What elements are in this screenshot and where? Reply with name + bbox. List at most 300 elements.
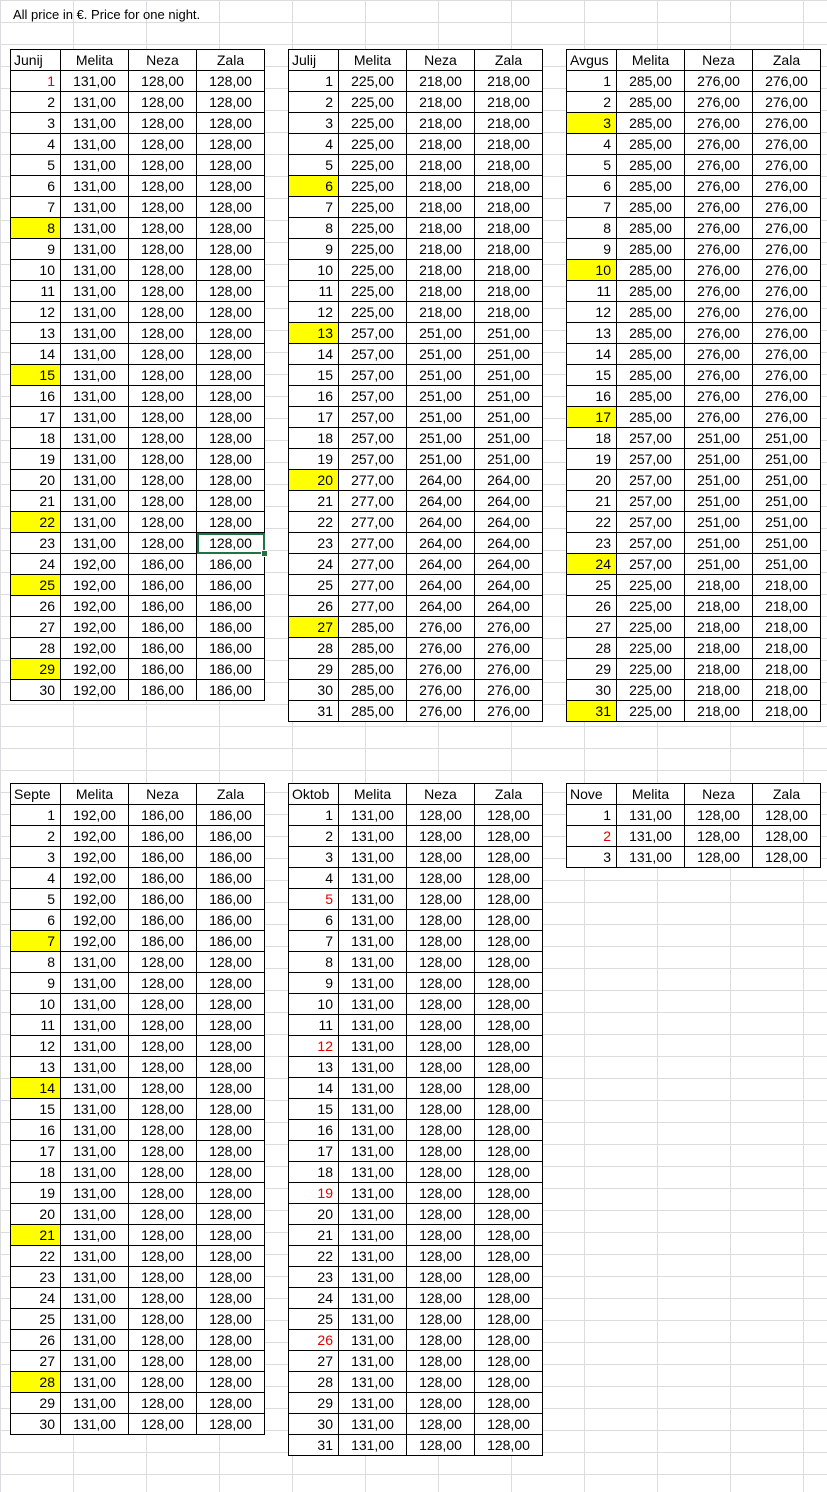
neza-price-cell[interactable]: 128,00 (129, 428, 197, 449)
neza-price-cell[interactable]: 276,00 (685, 365, 753, 386)
neza-price-cell[interactable]: 276,00 (685, 260, 753, 281)
neza-price-cell[interactable]: 186,00 (129, 847, 197, 868)
melita-price-cell[interactable]: 257,00 (617, 470, 685, 491)
day-cell[interactable]: 17 (11, 407, 61, 428)
melita-price-cell[interactable]: 131,00 (339, 1246, 407, 1267)
day-cell[interactable]: 19 (11, 1183, 61, 1204)
neza-price-cell[interactable]: 251,00 (407, 386, 475, 407)
melita-price-cell[interactable]: 131,00 (61, 1162, 129, 1183)
zala-price-cell[interactable]: 128,00 (197, 113, 265, 134)
neza-price-cell[interactable]: 186,00 (129, 868, 197, 889)
zala-price-cell[interactable]: 128,00 (475, 889, 543, 910)
neza-price-cell[interactable]: 128,00 (685, 847, 753, 868)
day-cell[interactable]: 6 (567, 176, 617, 197)
neza-price-cell[interactable]: 128,00 (129, 92, 197, 113)
neza-price-cell[interactable]: 251,00 (407, 344, 475, 365)
zala-price-cell[interactable]: 218,00 (475, 239, 543, 260)
zala-price-cell[interactable]: 128,00 (475, 1435, 543, 1456)
neza-price-cell[interactable]: 186,00 (129, 617, 197, 638)
melita-price-cell[interactable]: 131,00 (339, 1414, 407, 1435)
neza-price-cell[interactable]: 128,00 (129, 1309, 197, 1330)
melita-price-cell[interactable]: 225,00 (617, 659, 685, 680)
neza-price-cell[interactable]: 186,00 (129, 554, 197, 575)
neza-price-cell[interactable]: 128,00 (407, 826, 475, 847)
neza-price-cell[interactable]: 128,00 (129, 1057, 197, 1078)
day-cell[interactable]: 3 (567, 847, 617, 868)
neza-price-cell[interactable]: 128,00 (129, 113, 197, 134)
melita-price-cell[interactable]: 192,00 (61, 596, 129, 617)
neza-price-cell[interactable]: 276,00 (685, 176, 753, 197)
zala-price-cell[interactable]: 276,00 (753, 365, 821, 386)
month-header[interactable]: Septe (11, 784, 61, 805)
neza-price-cell[interactable]: 218,00 (407, 155, 475, 176)
melita-price-cell[interactable]: 131,00 (61, 71, 129, 92)
neza-price-cell[interactable]: 128,00 (129, 512, 197, 533)
day-cell[interactable]: 26 (11, 1330, 61, 1351)
zala-price-cell[interactable]: 218,00 (753, 701, 821, 722)
day-cell[interactable]: 17 (567, 407, 617, 428)
neza-price-cell[interactable]: 128,00 (129, 1393, 197, 1414)
neza-price-cell[interactable]: 128,00 (407, 1330, 475, 1351)
month-header[interactable]: Avgus (567, 50, 617, 71)
neza-price-cell[interactable]: 128,00 (129, 470, 197, 491)
melita-price-cell[interactable]: 285,00 (617, 155, 685, 176)
day-cell[interactable]: 2 (567, 826, 617, 847)
zala-price-cell[interactable]: 128,00 (197, 1309, 265, 1330)
day-cell[interactable]: 26 (289, 596, 339, 617)
melita-price-cell[interactable]: 285,00 (339, 701, 407, 722)
melita-price-cell[interactable]: 192,00 (61, 805, 129, 826)
neza-price-cell[interactable]: 128,00 (407, 1288, 475, 1309)
melita-price-cell[interactable]: 131,00 (61, 302, 129, 323)
day-cell[interactable]: 10 (567, 260, 617, 281)
melita-price-cell[interactable]: 131,00 (339, 1309, 407, 1330)
melita-price-cell[interactable]: 131,00 (61, 1288, 129, 1309)
neza-price-cell[interactable]: 218,00 (685, 659, 753, 680)
day-cell[interactable]: 26 (11, 596, 61, 617)
day-cell[interactable]: 22 (289, 1246, 339, 1267)
neza-price-cell[interactable]: 218,00 (407, 176, 475, 197)
day-cell[interactable]: 3 (567, 113, 617, 134)
melita-price-cell[interactable]: 131,00 (339, 1435, 407, 1456)
day-cell[interactable]: 5 (11, 889, 61, 910)
zala-price-cell[interactable]: 128,00 (197, 1414, 265, 1435)
day-cell[interactable]: 9 (289, 973, 339, 994)
zala-price-cell[interactable]: 128,00 (197, 1183, 265, 1204)
neza-price-cell[interactable]: 128,00 (129, 952, 197, 973)
day-cell[interactable]: 25 (11, 575, 61, 596)
melita-price-cell[interactable]: 131,00 (61, 197, 129, 218)
month-header[interactable]: Junij (11, 50, 61, 71)
zala-price-cell[interactable]: 251,00 (475, 344, 543, 365)
neza-price-cell[interactable]: 276,00 (685, 134, 753, 155)
day-cell[interactable]: 26 (567, 596, 617, 617)
zala-price-cell[interactable]: 128,00 (475, 1225, 543, 1246)
neza-price-cell[interactable]: 251,00 (685, 491, 753, 512)
melita-price-cell[interactable]: 257,00 (617, 554, 685, 575)
melita-price-cell[interactable]: 257,00 (339, 386, 407, 407)
day-cell[interactable]: 13 (11, 323, 61, 344)
neza-price-cell[interactable]: 276,00 (685, 155, 753, 176)
zala-header[interactable]: Zala (197, 50, 265, 71)
melita-price-cell[interactable]: 131,00 (339, 1057, 407, 1078)
melita-price-cell[interactable]: 131,00 (339, 847, 407, 868)
melita-price-cell[interactable]: 285,00 (617, 260, 685, 281)
melita-price-cell[interactable]: 131,00 (61, 1099, 129, 1120)
neza-price-cell[interactable]: 186,00 (129, 826, 197, 847)
neza-price-cell[interactable]: 128,00 (129, 176, 197, 197)
zala-price-cell[interactable]: 186,00 (197, 931, 265, 952)
zala-header[interactable]: Zala (197, 784, 265, 805)
day-cell[interactable]: 21 (11, 491, 61, 512)
melita-price-cell[interactable]: 131,00 (61, 281, 129, 302)
zala-price-cell[interactable]: 186,00 (197, 826, 265, 847)
melita-price-cell[interactable]: 131,00 (61, 155, 129, 176)
neza-price-cell[interactable]: 128,00 (129, 1330, 197, 1351)
neza-price-cell[interactable]: 251,00 (685, 470, 753, 491)
day-cell[interactable]: 24 (11, 554, 61, 575)
melita-price-cell[interactable]: 225,00 (339, 155, 407, 176)
zala-price-cell[interactable]: 264,00 (475, 596, 543, 617)
melita-price-cell[interactable]: 131,00 (61, 365, 129, 386)
day-cell[interactable]: 4 (567, 134, 617, 155)
melita-price-cell[interactable]: 257,00 (339, 344, 407, 365)
zala-price-cell[interactable]: 128,00 (197, 1393, 265, 1414)
melita-price-cell[interactable]: 225,00 (339, 239, 407, 260)
day-cell[interactable]: 4 (289, 134, 339, 155)
melita-price-cell[interactable]: 131,00 (339, 910, 407, 931)
day-cell[interactable]: 31 (289, 701, 339, 722)
neza-price-cell[interactable]: 128,00 (407, 1015, 475, 1036)
day-cell[interactable]: 19 (289, 449, 339, 470)
melita-price-cell[interactable]: 192,00 (61, 638, 129, 659)
melita-price-cell[interactable]: 277,00 (339, 596, 407, 617)
day-cell[interactable]: 9 (11, 973, 61, 994)
neza-price-cell[interactable]: 264,00 (407, 512, 475, 533)
neza-price-cell[interactable]: 264,00 (407, 554, 475, 575)
zala-price-cell[interactable]: 128,00 (475, 1162, 543, 1183)
day-cell[interactable]: 26 (289, 1330, 339, 1351)
neza-price-cell[interactable]: 186,00 (129, 596, 197, 617)
day-cell[interactable]: 30 (11, 1414, 61, 1435)
zala-price-cell[interactable]: 186,00 (197, 638, 265, 659)
day-cell[interactable]: 16 (289, 386, 339, 407)
zala-price-cell[interactable]: 276,00 (753, 92, 821, 113)
day-cell[interactable]: 8 (11, 218, 61, 239)
neza-price-cell[interactable]: 251,00 (407, 323, 475, 344)
zala-price-cell[interactable]: 128,00 (197, 155, 265, 176)
month-header[interactable]: Nove (567, 784, 617, 805)
melita-price-cell[interactable]: 131,00 (339, 1141, 407, 1162)
day-cell[interactable]: 12 (11, 302, 61, 323)
melita-price-cell[interactable]: 257,00 (617, 428, 685, 449)
melita-price-cell[interactable]: 131,00 (61, 1225, 129, 1246)
day-cell[interactable]: 27 (11, 617, 61, 638)
day-cell[interactable]: 31 (567, 701, 617, 722)
day-cell[interactable]: 8 (289, 952, 339, 973)
neza-price-cell[interactable]: 218,00 (407, 281, 475, 302)
neza-price-cell[interactable]: 218,00 (407, 134, 475, 155)
zala-price-cell[interactable]: 264,00 (475, 575, 543, 596)
day-cell[interactable]: 16 (567, 386, 617, 407)
day-cell[interactable]: 28 (289, 638, 339, 659)
zala-price-cell[interactable]: 264,00 (475, 491, 543, 512)
zala-price-cell[interactable]: 128,00 (475, 1078, 543, 1099)
melita-price-cell[interactable]: 131,00 (61, 176, 129, 197)
melita-price-cell[interactable]: 257,00 (339, 323, 407, 344)
melita-price-cell[interactable]: 277,00 (339, 512, 407, 533)
day-cell[interactable]: 19 (289, 1183, 339, 1204)
day-cell[interactable]: 12 (289, 1036, 339, 1057)
melita-price-cell[interactable]: 131,00 (617, 805, 685, 826)
day-cell[interactable]: 23 (11, 533, 61, 554)
zala-price-cell[interactable]: 276,00 (753, 323, 821, 344)
melita-price-cell[interactable]: 225,00 (617, 617, 685, 638)
neza-price-cell[interactable]: 128,00 (407, 973, 475, 994)
melita-price-cell[interactable]: 257,00 (339, 365, 407, 386)
zala-price-cell[interactable]: 251,00 (753, 470, 821, 491)
zala-price-cell[interactable]: 128,00 (197, 1036, 265, 1057)
neza-price-cell[interactable]: 128,00 (129, 973, 197, 994)
neza-price-cell[interactable]: 264,00 (407, 533, 475, 554)
melita-price-cell[interactable]: 225,00 (339, 260, 407, 281)
melita-price-cell[interactable]: 257,00 (339, 428, 407, 449)
neza-price-cell[interactable]: 128,00 (407, 1372, 475, 1393)
zala-price-cell[interactable]: 276,00 (753, 386, 821, 407)
day-cell[interactable]: 31 (289, 1435, 339, 1456)
day-cell[interactable]: 8 (567, 218, 617, 239)
zala-price-cell[interactable]: 218,00 (475, 155, 543, 176)
day-cell[interactable]: 11 (289, 1015, 339, 1036)
melita-price-cell[interactable]: 131,00 (339, 931, 407, 952)
neza-price-cell[interactable]: 276,00 (685, 218, 753, 239)
melita-price-cell[interactable]: 131,00 (61, 92, 129, 113)
zala-price-cell[interactable]: 186,00 (197, 910, 265, 931)
melita-price-cell[interactable]: 192,00 (61, 617, 129, 638)
neza-price-cell[interactable]: 128,00 (129, 155, 197, 176)
neza-price-cell[interactable]: 276,00 (685, 407, 753, 428)
zala-price-cell[interactable]: 128,00 (475, 847, 543, 868)
day-cell[interactable]: 6 (289, 176, 339, 197)
day-cell[interactable]: 22 (11, 1246, 61, 1267)
melita-price-cell[interactable]: 131,00 (339, 1183, 407, 1204)
day-cell[interactable]: 17 (289, 1141, 339, 1162)
melita-price-cell[interactable]: 131,00 (61, 449, 129, 470)
zala-price-cell[interactable]: 276,00 (753, 155, 821, 176)
melita-price-cell[interactable]: 131,00 (339, 1015, 407, 1036)
melita-price-cell[interactable]: 131,00 (61, 1372, 129, 1393)
zala-price-cell[interactable]: 276,00 (753, 71, 821, 92)
zala-price-cell[interactable]: 128,00 (475, 1099, 543, 1120)
zala-price-cell[interactable]: 128,00 (197, 1078, 265, 1099)
day-cell[interactable]: 2 (11, 92, 61, 113)
zala-price-cell[interactable]: 186,00 (197, 847, 265, 868)
melita-price-cell[interactable]: 131,00 (339, 868, 407, 889)
neza-price-cell[interactable]: 128,00 (129, 1288, 197, 1309)
zala-price-cell[interactable]: 128,00 (197, 281, 265, 302)
neza-price-cell[interactable]: 276,00 (407, 638, 475, 659)
day-cell[interactable]: 18 (567, 428, 617, 449)
day-cell[interactable]: 20 (289, 1204, 339, 1225)
zala-price-cell[interactable]: 128,00 (753, 826, 821, 847)
neza-price-cell[interactable]: 128,00 (129, 218, 197, 239)
day-cell[interactable]: 13 (289, 323, 339, 344)
melita-price-cell[interactable]: 225,00 (617, 596, 685, 617)
day-cell[interactable]: 18 (11, 428, 61, 449)
day-cell[interactable]: 18 (11, 1162, 61, 1183)
melita-price-cell[interactable]: 225,00 (339, 302, 407, 323)
day-cell[interactable]: 2 (289, 826, 339, 847)
zala-price-cell[interactable]: 128,00 (197, 952, 265, 973)
neza-price-cell[interactable]: 128,00 (129, 134, 197, 155)
day-cell[interactable]: 1 (11, 805, 61, 826)
day-cell[interactable]: 28 (11, 638, 61, 659)
neza-price-cell[interactable]: 128,00 (129, 323, 197, 344)
day-cell[interactable]: 6 (11, 176, 61, 197)
neza-price-cell[interactable]: 128,00 (129, 365, 197, 386)
zala-price-cell[interactable]: 128,00 (197, 470, 265, 491)
day-cell[interactable]: 13 (289, 1057, 339, 1078)
day-cell[interactable]: 12 (567, 302, 617, 323)
day-cell[interactable]: 29 (11, 1393, 61, 1414)
day-cell[interactable]: 21 (289, 1225, 339, 1246)
zala-price-cell[interactable]: 128,00 (197, 428, 265, 449)
neza-price-cell[interactable]: 128,00 (129, 386, 197, 407)
melita-price-cell[interactable]: 131,00 (339, 1078, 407, 1099)
neza-price-cell[interactable]: 128,00 (129, 260, 197, 281)
melita-price-cell[interactable]: 285,00 (339, 680, 407, 701)
day-cell[interactable]: 15 (567, 365, 617, 386)
zala-price-cell[interactable]: 251,00 (753, 449, 821, 470)
zala-price-cell[interactable]: 218,00 (475, 71, 543, 92)
day-cell[interactable]: 7 (567, 197, 617, 218)
day-cell[interactable]: 15 (11, 365, 61, 386)
neza-price-cell[interactable]: 276,00 (685, 386, 753, 407)
melita-price-cell[interactable]: 192,00 (61, 554, 129, 575)
zala-price-cell[interactable]: 128,00 (475, 1057, 543, 1078)
zala-price-cell[interactable]: 128,00 (197, 973, 265, 994)
neza-price-cell[interactable]: 128,00 (129, 1267, 197, 1288)
zala-price-cell[interactable]: 128,00 (475, 1120, 543, 1141)
day-cell[interactable]: 4 (11, 134, 61, 155)
zala-price-cell[interactable]: 276,00 (753, 197, 821, 218)
zala-price-cell[interactable]: 128,00 (475, 1393, 543, 1414)
neza-price-cell[interactable]: 251,00 (407, 428, 475, 449)
zala-price-cell[interactable]: 128,00 (197, 449, 265, 470)
melita-price-cell[interactable]: 285,00 (617, 344, 685, 365)
day-cell[interactable]: 1 (289, 71, 339, 92)
neza-price-cell[interactable]: 251,00 (407, 407, 475, 428)
zala-price-cell[interactable]: 128,00 (475, 994, 543, 1015)
zala-price-cell[interactable]: 186,00 (197, 680, 265, 701)
neza-price-cell[interactable]: 128,00 (129, 1141, 197, 1162)
zala-price-cell[interactable]: 276,00 (475, 659, 543, 680)
selected-cell[interactable]: 128,00 (197, 533, 265, 554)
zala-price-cell[interactable]: 276,00 (753, 239, 821, 260)
day-cell[interactable]: 9 (289, 239, 339, 260)
melita-price-cell[interactable]: 131,00 (61, 1141, 129, 1162)
melita-price-cell[interactable]: 277,00 (339, 575, 407, 596)
melita-price-cell[interactable]: 277,00 (339, 554, 407, 575)
zala-price-cell[interactable]: 128,00 (197, 1246, 265, 1267)
melita-price-cell[interactable]: 192,00 (61, 826, 129, 847)
day-cell[interactable]: 11 (11, 1015, 61, 1036)
melita-price-cell[interactable]: 225,00 (339, 92, 407, 113)
zala-price-cell[interactable]: 128,00 (475, 1141, 543, 1162)
neza-price-cell[interactable]: 128,00 (407, 1057, 475, 1078)
neza-price-cell[interactable]: 128,00 (129, 1015, 197, 1036)
melita-price-cell[interactable]: 285,00 (617, 386, 685, 407)
melita-price-cell[interactable]: 257,00 (339, 449, 407, 470)
melita-price-cell[interactable]: 285,00 (617, 71, 685, 92)
zala-price-cell[interactable]: 218,00 (475, 302, 543, 323)
melita-price-cell[interactable]: 285,00 (617, 239, 685, 260)
zala-price-cell[interactable]: 251,00 (753, 428, 821, 449)
melita-price-cell[interactable]: 131,00 (61, 218, 129, 239)
zala-price-cell[interactable]: 218,00 (475, 281, 543, 302)
zala-price-cell[interactable]: 128,00 (197, 994, 265, 1015)
zala-price-cell[interactable]: 251,00 (753, 512, 821, 533)
zala-price-cell[interactable]: 128,00 (475, 1015, 543, 1036)
melita-price-cell[interactable]: 192,00 (61, 910, 129, 931)
day-cell[interactable]: 10 (289, 260, 339, 281)
day-cell[interactable]: 7 (11, 197, 61, 218)
day-cell[interactable]: 21 (11, 1225, 61, 1246)
zala-price-cell[interactable]: 128,00 (197, 218, 265, 239)
melita-price-cell[interactable]: 131,00 (61, 386, 129, 407)
day-cell[interactable]: 3 (289, 847, 339, 868)
zala-price-cell[interactable]: 186,00 (197, 554, 265, 575)
melita-price-cell[interactable]: 131,00 (61, 1246, 129, 1267)
day-cell[interactable]: 18 (289, 428, 339, 449)
melita-price-cell[interactable]: 131,00 (61, 1309, 129, 1330)
neza-price-cell[interactable]: 218,00 (407, 239, 475, 260)
melita-price-cell[interactable]: 285,00 (617, 365, 685, 386)
neza-price-cell[interactable]: 128,00 (129, 197, 197, 218)
melita-price-cell[interactable]: 285,00 (617, 281, 685, 302)
melita-price-cell[interactable]: 225,00 (617, 575, 685, 596)
zala-price-cell[interactable]: 251,00 (475, 386, 543, 407)
day-cell[interactable]: 9 (11, 239, 61, 260)
day-cell[interactable]: 24 (567, 554, 617, 575)
melita-price-cell[interactable]: 131,00 (61, 113, 129, 134)
day-cell[interactable]: 30 (289, 680, 339, 701)
day-cell[interactable]: 30 (11, 680, 61, 701)
melita-price-cell[interactable]: 225,00 (617, 638, 685, 659)
zala-price-cell[interactable]: 128,00 (197, 302, 265, 323)
neza-price-cell[interactable]: 276,00 (685, 197, 753, 218)
melita-price-cell[interactable]: 285,00 (617, 176, 685, 197)
day-cell[interactable]: 27 (11, 1351, 61, 1372)
melita-price-cell[interactable]: 131,00 (61, 428, 129, 449)
neza-price-cell[interactable]: 186,00 (129, 889, 197, 910)
day-cell[interactable]: 1 (567, 71, 617, 92)
zala-price-cell[interactable]: 276,00 (753, 134, 821, 155)
zala-price-cell[interactable]: 276,00 (475, 680, 543, 701)
zala-price-cell[interactable]: 128,00 (475, 1330, 543, 1351)
day-cell[interactable]: 4 (11, 868, 61, 889)
melita-header[interactable]: Melita (617, 50, 685, 71)
zala-price-cell[interactable]: 186,00 (197, 575, 265, 596)
neza-price-cell[interactable]: 218,00 (407, 302, 475, 323)
melita-price-cell[interactable]: 225,00 (617, 701, 685, 722)
neza-price-cell[interactable]: 128,00 (407, 889, 475, 910)
melita-price-cell[interactable]: 131,00 (339, 1288, 407, 1309)
neza-price-cell[interactable]: 128,00 (129, 1120, 197, 1141)
neza-price-cell[interactable]: 276,00 (407, 680, 475, 701)
neza-price-cell[interactable]: 128,00 (129, 281, 197, 302)
zala-price-cell[interactable]: 276,00 (475, 617, 543, 638)
